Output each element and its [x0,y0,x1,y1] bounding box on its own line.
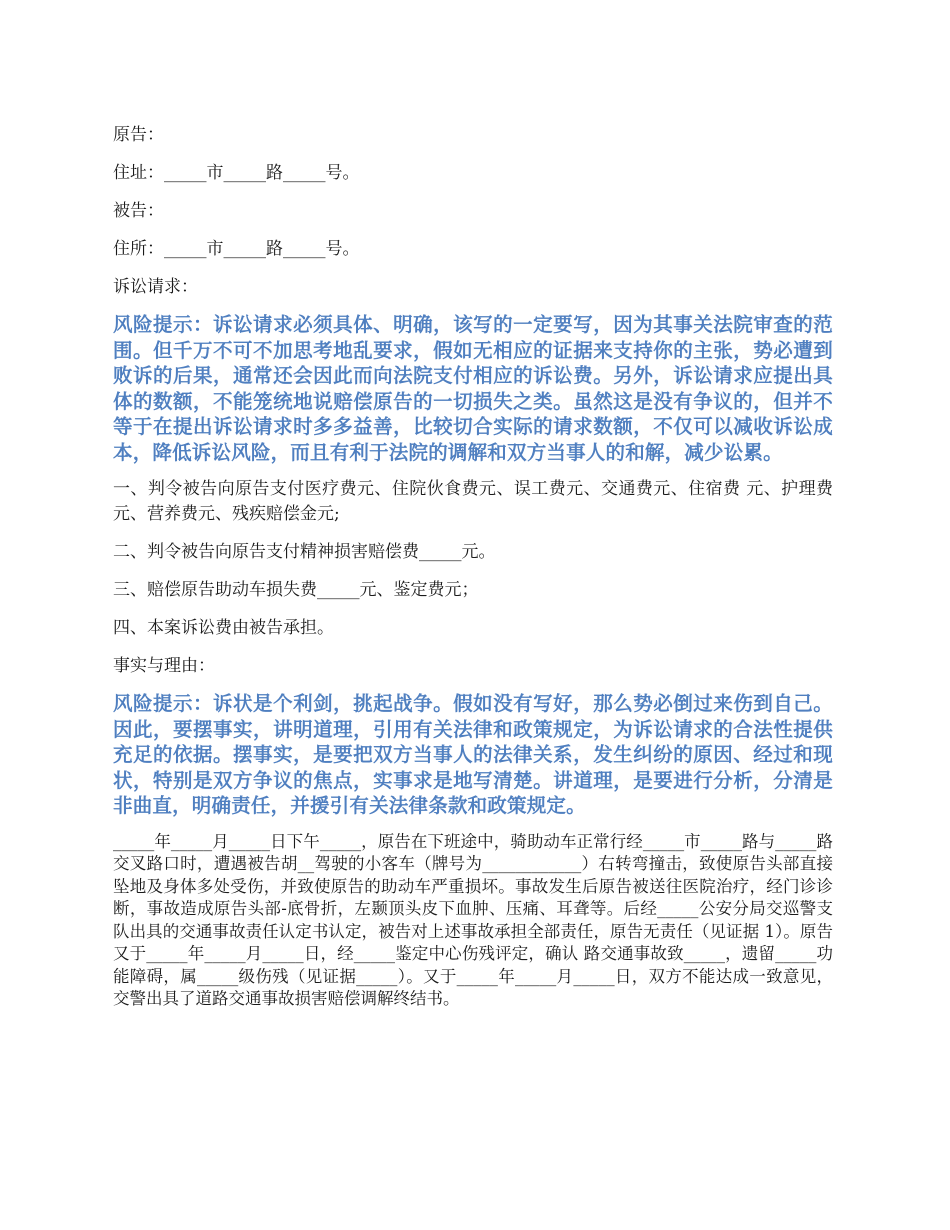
risk-note-facts: 风险提示：诉状是个利剑，挑起战争。假如没有写好，那么势必倒过来伤到自己。因此，要摆事实，讲明道理，引用有关法律和政策规定，为诉讼请求的合法性提供充足的依据。摆事实，是要把双方当事人的法律关系，发生纠纷的原因、经过和现状，特别是双方争议的焦点，实事求是地写清楚。讲道理，是要进行分析，分清是非曲直，明确责任，并援引有关法律条款和政策规定。 [113,692,833,817]
claim-item-1: 一、判令被告向原告支付医疗费元、住院伙食费元、误工费元、交通费元、住宿费 元、护理费元、营养费元、残疾赔偿金元; [113,479,833,524]
plaintiff-address: 住址：_____市_____路_____号。 [113,163,360,183]
claims-heading: 诉讼请求： [113,277,198,297]
claim-item-4: 四、本案诉讼费由被告承担。 [113,618,334,638]
defendant-address: 住所：_____市_____路_____号。 [113,239,360,259]
risk-note-claims: 风险提示：诉讼请求必须具体、明确，该写的一定要写，因为其事关法院审查的范围。但千万不可不加思考地乱要求，假如无相应的证据来支持你的主张，势必遭到败诉的后果，通常还会因此而向法院支付相应的诉讼费。另外，诉讼请求应提出具体的数额，不能笼统地说赔偿原告的一切损失之类。虽然这是没有争议的，但并不等于在提出诉讼请求时多多益善，比较切合实际的请求数额，不仅可以减收诉讼成本，降低诉讼风险，而且有利于法院的调解和双方当事人的和解，减少讼累。 [113,313,833,464]
complaint-document [113,122,833,1011]
plaintiff-label: 原告： [113,125,164,145]
claim-item-3: 三、赔偿原告助动车损失费_____元、鉴定费元； [113,580,479,600]
facts-heading: 事实与理由： [113,656,215,676]
claim-item-2: 二、判令被告向原告支付精神损害赔偿费_____元。 [113,542,496,562]
defendant-label: 被告： [113,201,164,221]
facts-body: _____年_____月_____日下午_____，原告在下班途中，骑助动车正常行经_____市_____路与_____路交叉路口时，遭遇被告胡__驾驶的小客车（牌号为____________）右转弯撞击，致使原告头部直接坠地及身体多处受伤，并致使原告的助动车严重损坏。事故发生后原告被送往医院治疗，经门诊诊断，事故造成原告头部-底骨折，左颞顶头皮下血肿、压痛、耳聋等。后经_____公安分局交巡警支队出具的交通事故责任认定书认定，被告对上述事故承担全部责任，原告无责任（见证据 1）。原告又于_____年_____月_____日，经_____鉴定中心伤残评定，确认 路交通事故致_____，遗留_____功能障碍，属_____级伤残（见证据_____）。又于_____年_____月_____日，双方不能达成一致意见，交警出具了道路交通事故损害赔偿调解终结书。 [113,831,833,1008]
